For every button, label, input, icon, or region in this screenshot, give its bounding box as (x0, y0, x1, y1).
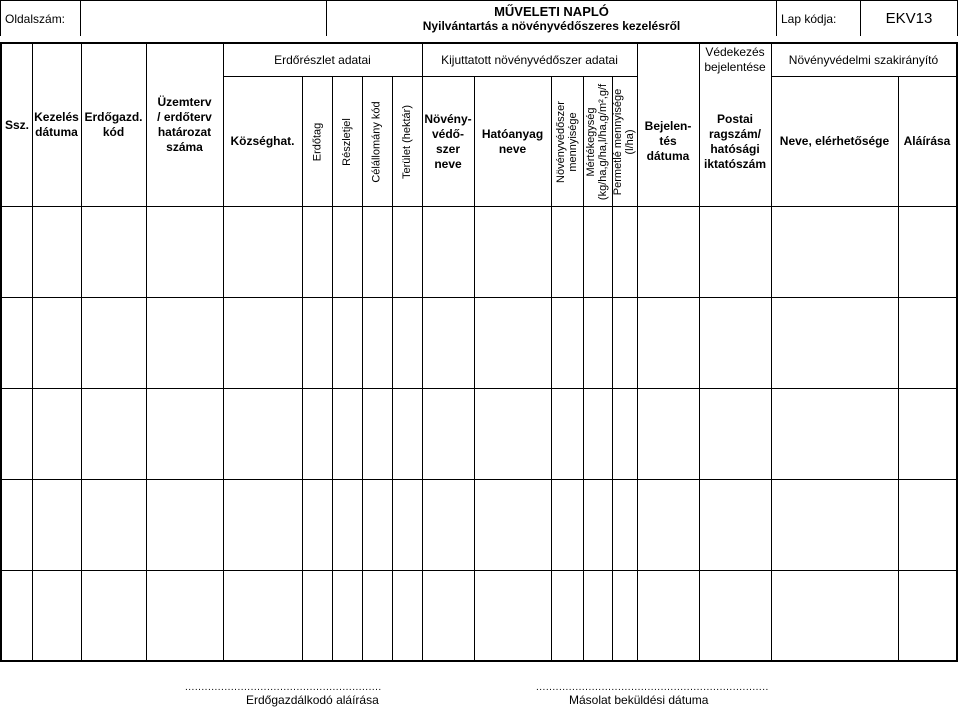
sheet-code: EKV13 (885, 10, 933, 27)
col-header-management-plan (146, 44, 223, 206)
sheet-code-label: Lap kódja: (781, 11, 837, 26)
group-header-label: Erdőrészlet adatai (274, 52, 371, 67)
col-header-pesticide-name (422, 77, 474, 206)
form-title-sub: Nyilvántartás a növényvédőszeres kezelésről (422, 18, 681, 33)
col-header-label: Terület (hektár) (401, 104, 414, 179)
col-header-label: szer (435, 141, 461, 156)
col-header-subcompartment-mark (332, 77, 362, 206)
col-header-serial-number (2, 44, 32, 206)
group-header-plant-protection-supervisor (771, 44, 956, 76)
col-header-target-stand-code (362, 77, 392, 206)
col-header-signature (898, 77, 956, 206)
treatment-log-table (0, 42, 958, 662)
col-header-pesticide-quantity (551, 77, 583, 206)
group-header-forest-subcompartment (223, 44, 422, 76)
col-header-area-hectares (392, 77, 422, 206)
form-header (0, 0, 958, 36)
col-header-label: Erdőtag (311, 122, 323, 161)
col-header-label: Erdőgazd. kód (84, 110, 143, 139)
col-header-label: Mértékegység (585, 106, 598, 177)
col-header-label: Permetlé mennyisége (612, 88, 625, 195)
col-header-label: Célállomány kód (371, 100, 384, 183)
col-header-label: Ssz. (4, 117, 29, 132)
col-header-label-wrap (555, 101, 579, 183)
copy-sent-date-label: Másolat beküldési dátuma (569, 693, 709, 707)
col-header-label: mennyisége (567, 111, 579, 172)
col-header-report-date (637, 77, 699, 206)
col-header-label: Bejelen- (644, 119, 692, 133)
col-header-label: tés (659, 134, 677, 148)
col-header-forest-manager-code (81, 44, 146, 206)
group-header-label: Kijuttatott növényvédőszer adatai (441, 52, 618, 67)
col-header-label-wrap (586, 83, 610, 199)
form-title (327, 1, 777, 36)
group-header-label: Védekezés bejelentése (704, 45, 766, 74)
group-header-label: Növényvédelmi szakirányító (788, 52, 939, 67)
col-header-label: Községhat. (230, 134, 295, 148)
form-title-main: MŰVELETI NAPLÓ (494, 3, 609, 19)
signature-dotted-line[interactable]: ............................................................ (185, 682, 382, 693)
sheet-code-label-cell (777, 1, 861, 36)
col-header-spray-volume (612, 77, 637, 206)
page-number-field[interactable] (81, 1, 327, 36)
col-header-label: Részletjel (341, 117, 353, 166)
col-header-forest-compartment (302, 77, 332, 206)
col-header-treatment-date (32, 44, 81, 206)
page-number-label-cell (1, 1, 81, 36)
col-header-label: (kg/ha,g/ha,l/ha,g/m²,g/f (597, 83, 610, 200)
col-header-unit (583, 77, 612, 206)
col-header-label: Hatóanyag neve (481, 126, 544, 156)
col-header-label: védő- (431, 126, 464, 141)
col-header-municipality (223, 77, 302, 206)
sheet-code-cell (861, 1, 957, 36)
col-header-label: Aláírása (903, 134, 951, 148)
col-header-label: Növényvédőszer (555, 100, 567, 183)
group-header-protection-report (699, 44, 771, 76)
page-number-label: Oldalszám: (5, 11, 66, 26)
col-header-active-ingredient (474, 77, 551, 206)
date-dotted-line[interactable]: ....................................................................... (536, 682, 769, 693)
col-header-label-wrap (613, 88, 637, 194)
col-header-label: Növény- (424, 111, 472, 126)
col-header-label: (l/ha) (624, 128, 637, 155)
col-header-name-contact (771, 77, 898, 206)
col-header-label: dátuma (646, 149, 690, 163)
forest-manager-signature-label: Erdőgazdálkodó aláírása (246, 693, 379, 707)
col-header-label: Neve, elérhetősége (779, 134, 890, 148)
col-header-label: neve (434, 156, 462, 171)
col-header-label: Üzemterv / erdőterv határozat száma (157, 95, 212, 154)
col-header-label: Kezelés dátuma (34, 110, 79, 139)
col-header-postal-number (699, 77, 771, 206)
col-header-label: Postai ragszám/ hatósági iktatószám (703, 111, 767, 171)
group-header-applied-pesticide (422, 44, 637, 76)
